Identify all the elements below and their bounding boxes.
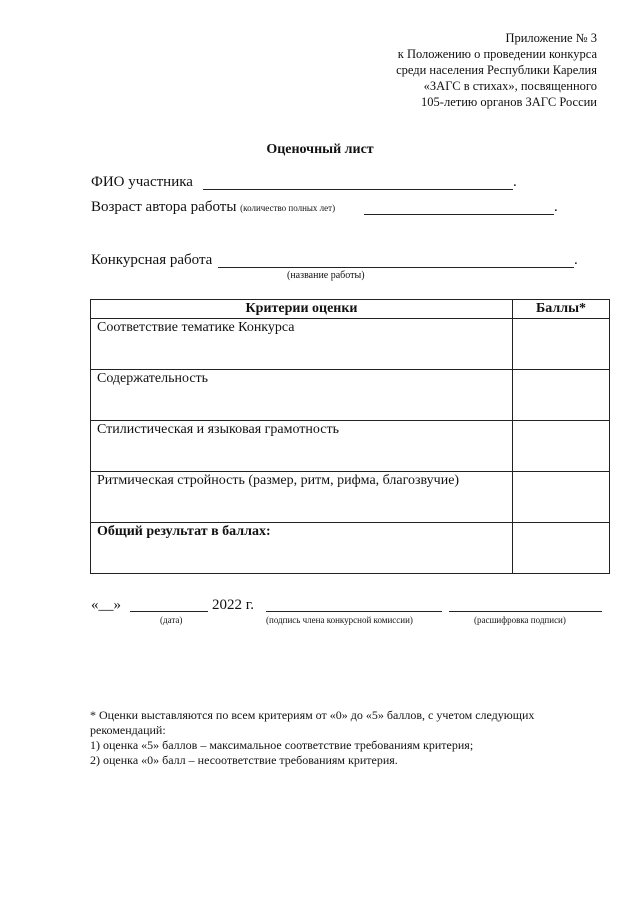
table-header-row bbox=[91, 300, 610, 319]
appendix-line: к Положению о проведении конкурса bbox=[397, 47, 597, 61]
age-dot: . bbox=[554, 199, 558, 215]
date-field-line[interactable] bbox=[130, 611, 208, 612]
appendix-line: 105-летию органов ЗАГС России bbox=[421, 95, 597, 109]
appendix-line: Приложение № 3 bbox=[505, 31, 597, 45]
footnote-line: * Оценки выставляются по всем критериям от «0» до «5» баллов, с учетом следующих рекомендаций: bbox=[90, 708, 535, 737]
age-hint: (количество полных лет) bbox=[240, 203, 336, 213]
decode-field-line[interactable] bbox=[449, 611, 602, 612]
decode-hint: (расшифровка подписи) bbox=[474, 615, 566, 625]
criterion-cell: Содержательность bbox=[91, 370, 513, 421]
work-field-line[interactable] bbox=[218, 267, 574, 268]
appendix-line: «ЗАГС в стихах», посвященного bbox=[423, 79, 597, 93]
score-cell[interactable] bbox=[513, 370, 610, 421]
table-row bbox=[91, 370, 610, 421]
criterion-cell: Стилистическая и языковая грамотность bbox=[91, 421, 513, 472]
footnote-line: 2) оценка «0» балл – несоответствие требованиям критерия. bbox=[90, 753, 398, 767]
appendix-header bbox=[396, 30, 597, 110]
table-row-total bbox=[91, 523, 610, 574]
work-hint: (название работы) bbox=[287, 270, 365, 281]
total-cell: Общий результат в баллах: bbox=[91, 523, 513, 574]
age-field-line[interactable] bbox=[364, 214, 554, 215]
work-dot: . bbox=[574, 252, 578, 268]
year-label: 2022 г. bbox=[212, 597, 254, 613]
criteria-table bbox=[90, 299, 610, 574]
score-cell[interactable] bbox=[513, 421, 610, 472]
table-row bbox=[91, 319, 610, 370]
score-cell[interactable] bbox=[513, 319, 610, 370]
date-hint: (дата) bbox=[160, 615, 183, 625]
fio-dot: . bbox=[513, 174, 517, 190]
age-label-text: Возраст автора работы bbox=[91, 199, 237, 215]
signature-field-line[interactable] bbox=[266, 611, 442, 612]
footnote bbox=[90, 708, 590, 768]
criteria-header: Критерии оценки bbox=[91, 300, 513, 319]
date-open: «__» bbox=[91, 597, 121, 613]
page-title: Оценочный лист bbox=[266, 142, 374, 157]
criterion-cell: Ритмическая стройность (размер, ритм, рифма, благозвучие) bbox=[91, 472, 513, 523]
total-score-cell[interactable] bbox=[513, 523, 610, 574]
appendix-line: среди населения Республики Карелия bbox=[396, 63, 597, 77]
score-cell[interactable] bbox=[513, 472, 610, 523]
score-header: Баллы* bbox=[513, 300, 610, 319]
work-label: Конкурсная работа bbox=[91, 252, 213, 268]
age-label bbox=[91, 199, 335, 216]
criterion-cell: Соответствие тематике Конкурса bbox=[91, 319, 513, 370]
footnote-line: 1) оценка «5» баллов – максимальное соответствие требованиям критерия; bbox=[90, 738, 474, 752]
table-row bbox=[91, 421, 610, 472]
fio-label: ФИО участника bbox=[91, 174, 193, 190]
fio-field-line[interactable] bbox=[203, 189, 513, 190]
table-row bbox=[91, 472, 610, 523]
signature-hint: (подпись члена конкурсной комиссии) bbox=[266, 615, 413, 625]
